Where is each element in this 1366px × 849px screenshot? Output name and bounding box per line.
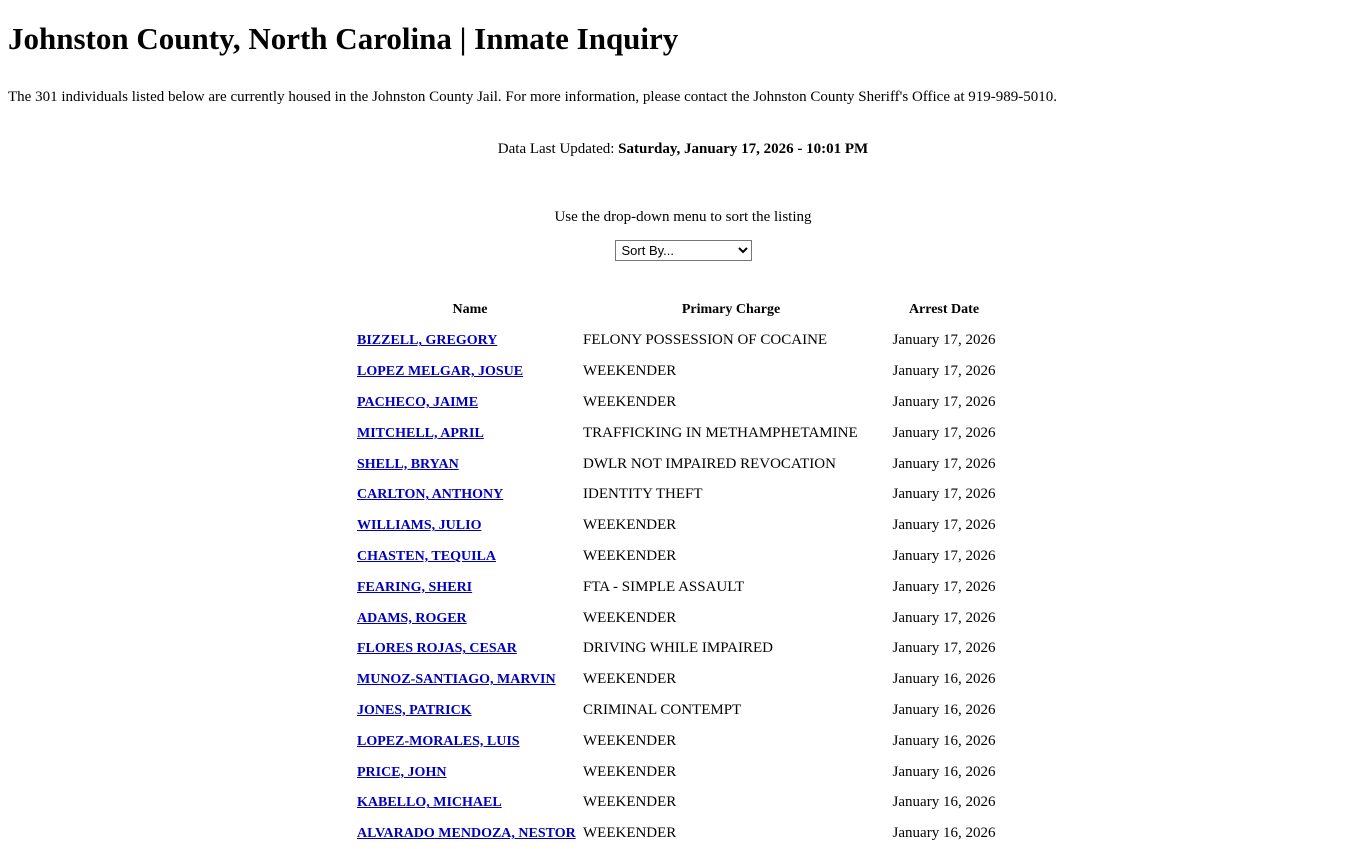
cell-primary-charge: WEEKENDER: [583, 825, 677, 842]
cell-arrest-date: January 16, 2026: [892, 702, 996, 718]
cell-inmate-name: [357, 572, 583, 603]
cell-inmate-name: [357, 356, 583, 387]
table-row: [357, 633, 1009, 664]
inmate-name-link[interactable]: PRICE, JOHN: [357, 764, 447, 780]
page-container: [0, 21, 1366, 849]
cell-inmate-name: [357, 449, 583, 480]
inmate-name-link[interactable]: LOPEZ-MORALES, LUIS: [357, 733, 520, 749]
cell-arrest-date: January 17, 2026: [892, 640, 996, 657]
table-row: [357, 449, 1009, 480]
table-header: [357, 302, 1009, 326]
cell-arrest-date: January 17, 2026: [892, 332, 996, 349]
table-row: [357, 787, 1009, 818]
cell-inmate-name: [357, 695, 583, 726]
cell-inmate-name: [357, 757, 583, 788]
table-row: [357, 572, 1009, 603]
inmate-name-link[interactable]: PACHECO, JAIME: [357, 395, 479, 411]
inmate-name-link[interactable]: CARLTON, ANTHONY: [357, 487, 504, 503]
cell-inmate-name: [357, 325, 583, 356]
table-row: [357, 356, 1009, 387]
cell-arrest-date: January 17, 2026: [892, 424, 996, 441]
table-row: [357, 325, 1009, 356]
table-row: [357, 603, 1009, 634]
cell-arrest-date: January 17, 2026: [892, 394, 996, 411]
cell-primary-charge: WEEKENDER: [583, 394, 677, 411]
page-title: Johnston County, North Carolina | Inmate Inquiry: [8, 21, 679, 56]
last-updated-line: [8, 140, 1358, 158]
cell-primary-charge: IDENTITY THEFT: [583, 486, 703, 503]
cell-inmate-name: [357, 541, 583, 572]
inmate-name-link[interactable]: JONES, PATRICK: [357, 703, 472, 718]
inmate-name-link[interactable]: ALVARADO MENDOZA, NESTOR: [357, 826, 576, 842]
cell-primary-charge: DWLR NOT IMPAIRED REVOCATION: [583, 455, 836, 472]
inmate-name-link[interactable]: MITCHELL, APRIL: [357, 425, 484, 441]
last-updated-label: Data Last Updated:: [497, 140, 615, 157]
inmate-name-link[interactable]: WILLIAMS, JULIO: [357, 518, 482, 534]
cell-primary-charge: WEEKENDER: [583, 517, 677, 534]
cell-arrest-date: January 17, 2026: [892, 486, 996, 503]
cell-primary-charge: WEEKENDER: [583, 732, 677, 749]
cell-inmate-name: [357, 603, 583, 634]
table-row: [357, 695, 1009, 726]
cell-inmate-name: [357, 510, 583, 541]
column-header-date: Arrest Date: [908, 301, 980, 317]
sort-instructions: Use the drop-down menu to sort the listing: [554, 208, 812, 225]
cell-inmate-name: [357, 787, 583, 818]
table-row: [357, 387, 1009, 418]
inmate-name-link[interactable]: FLORES ROJAS, CESAR: [357, 641, 517, 657]
cell-primary-charge: DRIVING WHILE IMPAIRED: [583, 640, 773, 657]
cell-arrest-date: January 16, 2026: [892, 671, 996, 688]
inmate-name-link[interactable]: SHELL, BRYAN: [357, 456, 459, 472]
cell-inmate-name: [357, 479, 583, 510]
column-header-name: Name: [452, 301, 488, 317]
inmate-listing-table: [357, 302, 1009, 849]
table-row: [357, 510, 1009, 541]
cell-primary-charge: CRIMINAL CONTEMPT: [583, 702, 742, 718]
inmate-name-link[interactable]: BIZZELL, GREGORY: [357, 333, 498, 349]
cell-inmate-name: [357, 387, 583, 418]
cell-inmate-name: [357, 726, 583, 757]
cell-inmate-name: [357, 633, 583, 664]
cell-primary-charge: FELONY POSSESSION OF COCAINE: [583, 332, 828, 349]
cell-arrest-date: January 17, 2026: [892, 455, 996, 472]
inmate-name-link[interactable]: FEARING, SHERI: [357, 579, 473, 595]
cell-primary-charge: TRAFFICKING IN METHAMPHETAMINE: [583, 424, 858, 441]
table-row: [357, 757, 1009, 788]
cell-primary-charge: WEEKENDER: [583, 363, 677, 380]
cell-primary-charge: WEEKENDER: [583, 794, 677, 811]
inmate-name-link[interactable]: LOPEZ MELGAR, JOSUE: [357, 364, 524, 380]
table-row: [357, 418, 1009, 449]
cell-arrest-date: January 17, 2026: [892, 578, 996, 595]
table-row: [357, 818, 1009, 849]
inmate-name-link[interactable]: KABELLO, MICHAEL: [357, 795, 502, 811]
column-header-charge: Primary Charge: [681, 301, 781, 317]
cell-arrest-date: January 17, 2026: [892, 609, 996, 626]
sort-by-select[interactable]: [615, 240, 752, 261]
cell-primary-charge: WEEKENDER: [583, 548, 677, 565]
cell-arrest-date: January 16, 2026: [892, 763, 996, 780]
table-header-row: [357, 302, 1009, 326]
intro-paragraph: The 301 individuals listed below are currently housed in the Johnston County Jail. For more information, please contact the Johnston County Sheriff's Office at 919-989-5010.: [8, 88, 1058, 105]
table-row: [357, 541, 1009, 572]
cell-arrest-date: January 17, 2026: [892, 363, 996, 380]
inmate-name-link[interactable]: CHASTEN, TEQUILA: [357, 549, 497, 565]
cell-inmate-name: [357, 664, 583, 695]
inmate-name-link[interactable]: MUNOZ-SANTIAGO, MARVIN: [357, 672, 556, 688]
cell-arrest-date: January 17, 2026: [892, 548, 996, 565]
table-row: [357, 726, 1009, 757]
cell-primary-charge: WEEKENDER: [583, 763, 677, 780]
cell-arrest-date: January 17, 2026: [892, 517, 996, 534]
sort-control-wrapper: [8, 240, 1358, 261]
table-body: [357, 325, 1009, 849]
cell-primary-charge: FTA - SIMPLE ASSAULT: [583, 578, 745, 595]
cell-primary-charge: WEEKENDER: [583, 609, 677, 626]
cell-arrest-date: January 16, 2026: [892, 794, 996, 811]
last-updated-value: Saturday, January 17, 2026 - 10:01 PM: [618, 140, 869, 157]
cell-inmate-name: [357, 818, 583, 849]
inmate-name-link[interactable]: ADAMS, ROGER: [357, 610, 467, 626]
cell-inmate-name: [357, 418, 583, 449]
cell-arrest-date: January 16, 2026: [892, 732, 996, 749]
table-row: [357, 479, 1009, 510]
table-row: [357, 664, 1009, 695]
cell-arrest-date: January 16, 2026: [892, 825, 996, 842]
cell-primary-charge: WEEKENDER: [583, 671, 677, 688]
